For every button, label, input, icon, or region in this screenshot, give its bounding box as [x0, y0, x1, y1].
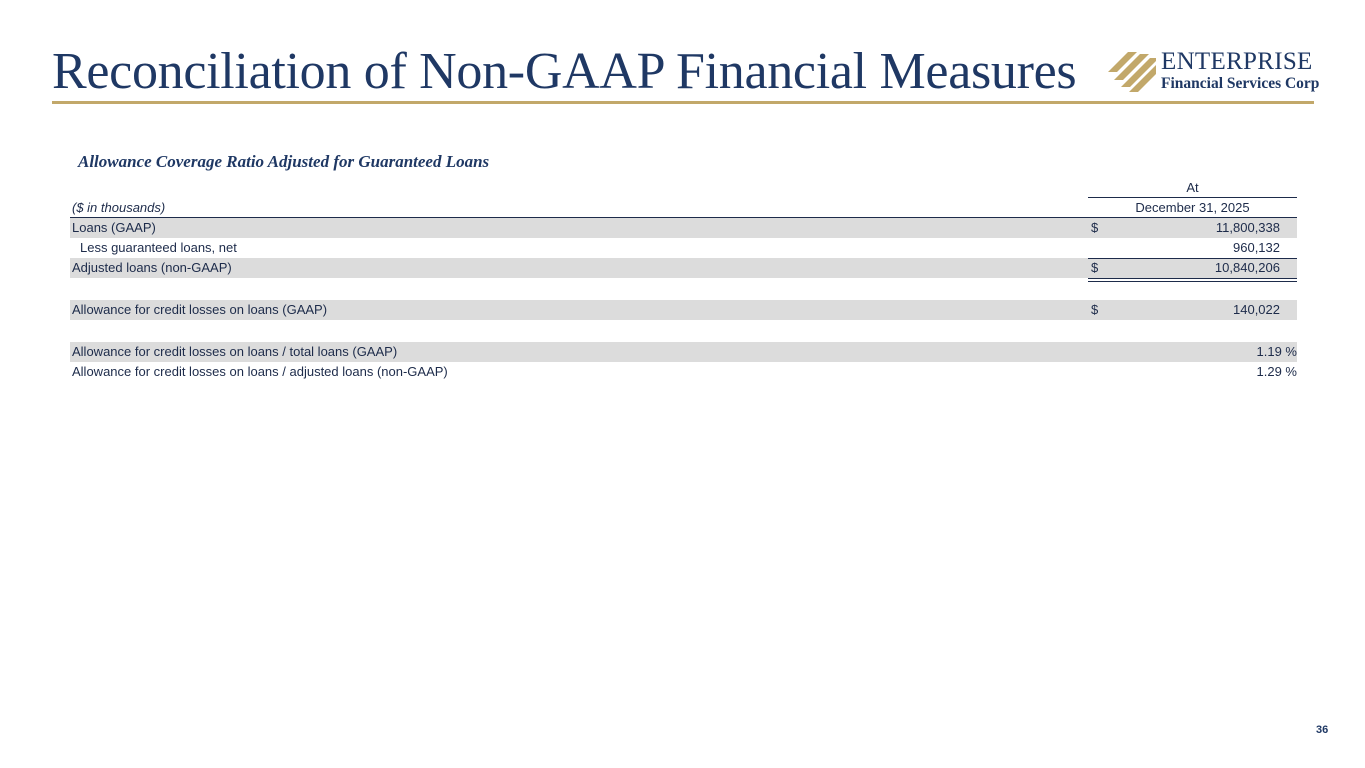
- row-value: 10,840,206: [1214, 260, 1280, 275]
- units-label: ($ in thousands): [72, 200, 166, 215]
- reconciliation-table: [70, 178, 1297, 382]
- enterprise-logo-icon: [1108, 50, 1156, 92]
- column-header-row: [70, 198, 1297, 218]
- row-label: Adjusted loans (non-GAAP): [72, 260, 232, 275]
- row-value: 1.29 %: [1256, 364, 1297, 379]
- dollar-sign: $: [1091, 302, 1099, 317]
- spacer: [70, 320, 1297, 342]
- title-divider: [52, 101, 1314, 104]
- logo-subtitle: Financial Services Corp: [1161, 75, 1320, 92]
- row-label: Allowance for credit losses on loans / adjusted loans (non-GAAP): [72, 364, 448, 379]
- dollar-sign: $: [1091, 260, 1099, 275]
- row-value: 1.19 %: [1256, 344, 1297, 359]
- row-value: 960,132: [1233, 240, 1280, 255]
- column-header-top: [70, 178, 1297, 198]
- row-label: Loans (GAAP): [72, 220, 156, 235]
- total-double-underline: [1088, 278, 1297, 282]
- column-header-at: At: [1186, 180, 1199, 195]
- row-value: 140,022: [1233, 302, 1280, 317]
- row-label: Less guaranteed loans, net: [80, 240, 237, 255]
- table-row: [70, 218, 1297, 238]
- table-row: [70, 362, 1297, 382]
- column-header-date: December 31, 2025: [1135, 200, 1250, 215]
- company-logo: [1108, 48, 1318, 94]
- page-title: Reconciliation of Non-GAAP Financial Measures: [52, 43, 1077, 100]
- page-number: 36: [1316, 724, 1329, 736]
- logo-name: ENTERPRISE: [1161, 48, 1313, 75]
- row-label: Allowance for credit losses on loans (GAAP): [72, 302, 328, 317]
- table-row: [70, 342, 1297, 362]
- dollar-sign: $: [1091, 220, 1099, 235]
- table-row: [70, 258, 1297, 278]
- row-value: 11,800,338: [1215, 220, 1280, 235]
- row-label: Allowance for credit losses on loans / total loans (GAAP): [72, 344, 398, 359]
- table-row: [70, 300, 1297, 320]
- table-row: [70, 238, 1297, 258]
- section-title: Allowance Coverage Ratio Adjusted for Guaranteed Loans: [78, 152, 490, 171]
